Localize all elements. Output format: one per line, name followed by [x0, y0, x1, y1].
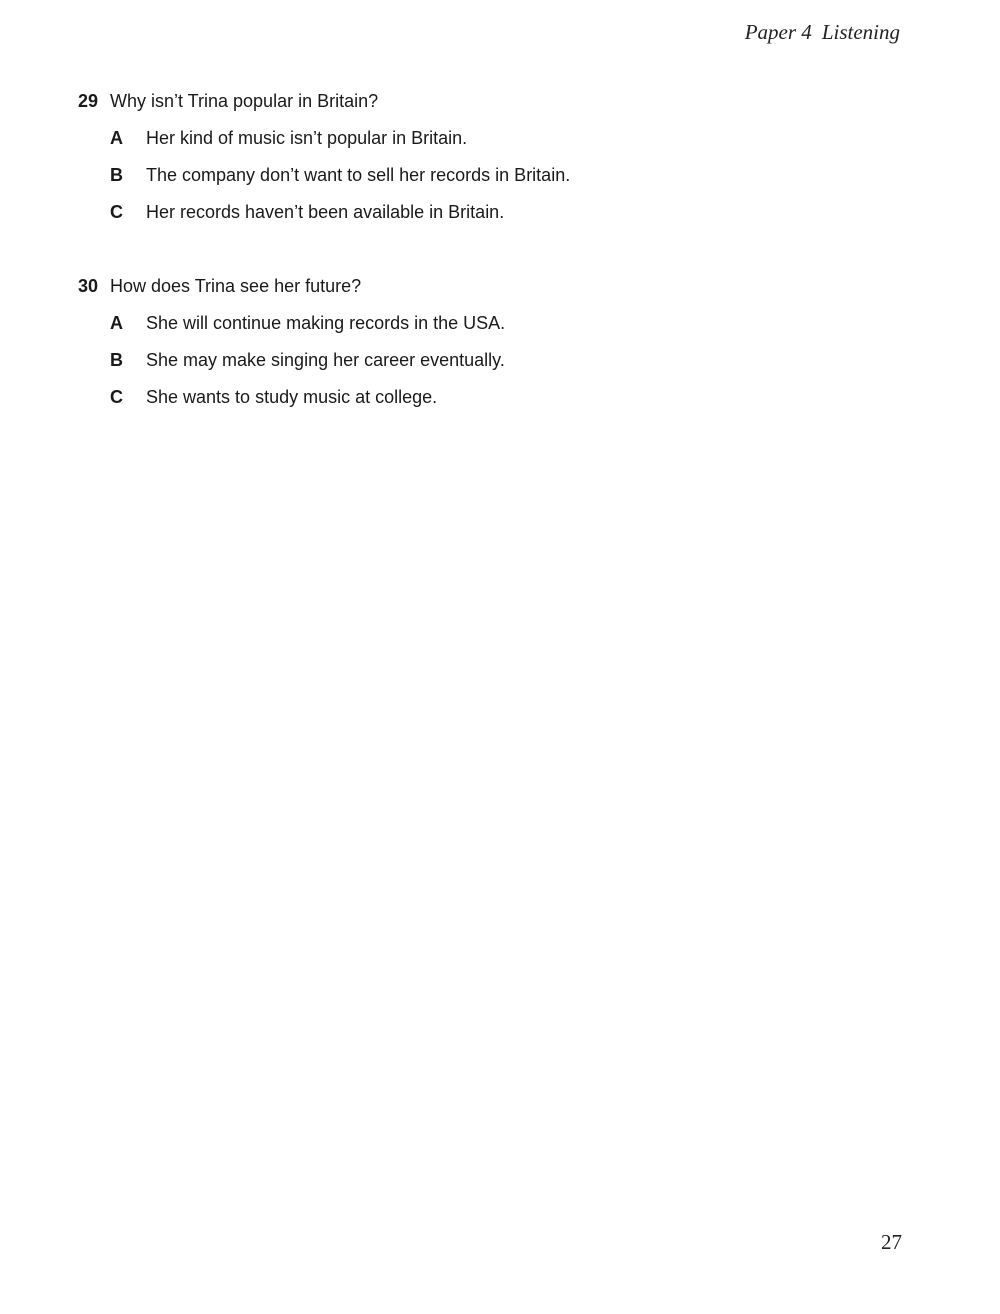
question-stem: [78, 273, 898, 299]
option-b[interactable]: [78, 162, 898, 188]
section-label: Listening: [821, 20, 900, 44]
question-number: 30: [78, 276, 99, 296]
option-letter: B: [110, 350, 123, 370]
option-text: She may make singing her career eventually.: [146, 350, 505, 370]
option-text: Her records haven’t been available in Britain.: [146, 202, 505, 222]
page-number: 27: [881, 1230, 902, 1254]
option-letter: A: [110, 313, 123, 333]
option-text: Her kind of music isn’t popular in Britain.: [146, 128, 468, 148]
option-text: She will continue making records in the USA.: [146, 313, 506, 333]
option-b[interactable]: [78, 347, 898, 373]
running-header: [745, 20, 900, 45]
option-list: [78, 310, 898, 410]
option-text: The company don’t want to sell her records in Britain.: [146, 165, 571, 185]
option-letter: C: [110, 387, 123, 407]
question-text: Why isn’t Trina popular in Britain?: [110, 91, 379, 111]
question-30: [78, 273, 898, 421]
question-stem: [78, 88, 898, 114]
paper-label: Paper 4: [744, 20, 812, 44]
question-29: [78, 88, 898, 236]
option-text: She wants to study music at college.: [146, 387, 438, 407]
question-text: How does Trina see her future?: [110, 276, 362, 296]
option-letter: C: [110, 202, 123, 222]
option-letter: A: [110, 128, 123, 148]
option-letter: B: [110, 165, 123, 185]
question-number: 29: [78, 91, 99, 111]
option-list: [78, 125, 898, 225]
option-c[interactable]: [78, 199, 898, 225]
option-a[interactable]: [78, 310, 898, 336]
option-c[interactable]: [78, 384, 898, 410]
option-a[interactable]: [78, 125, 898, 151]
